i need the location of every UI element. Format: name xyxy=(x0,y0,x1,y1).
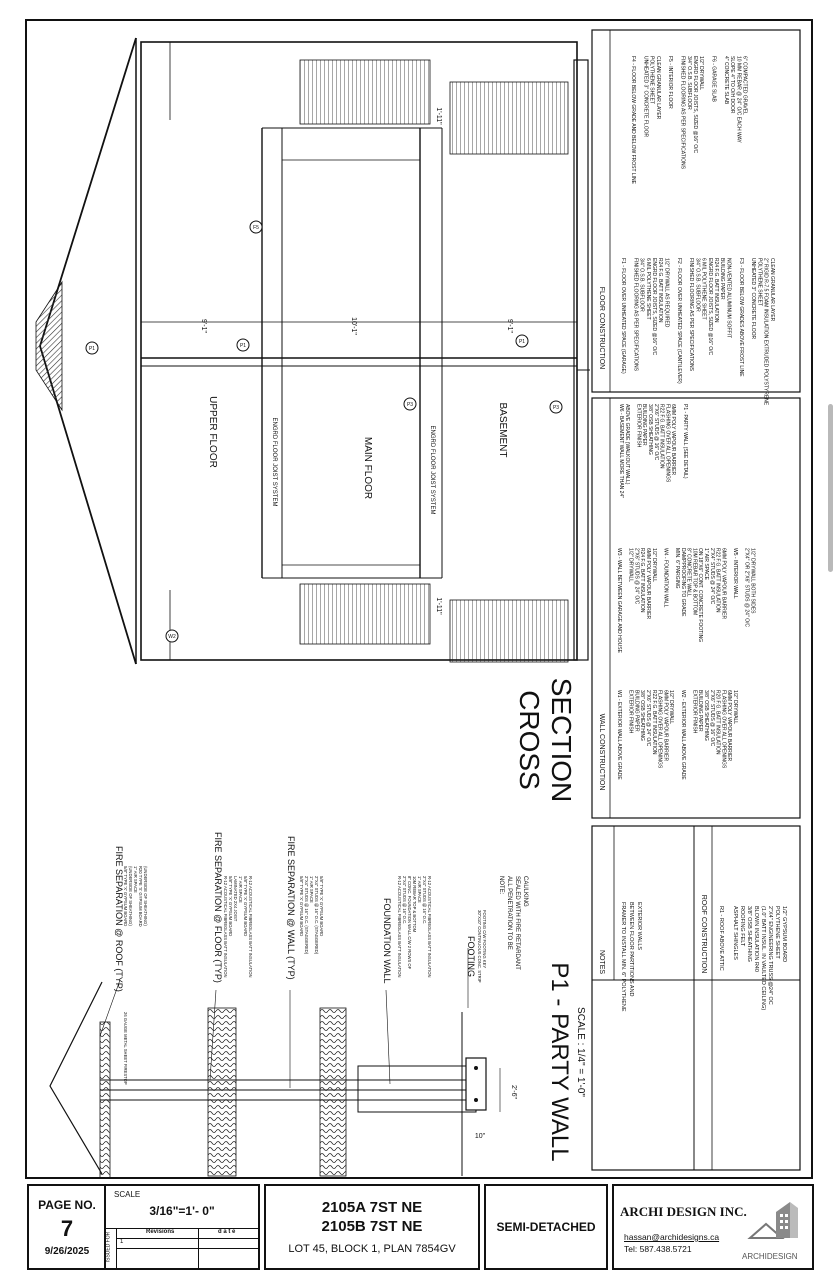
page-date: 9/26/2025 xyxy=(44,1245,90,1257)
spec-line: EXTERIOR FINISH xyxy=(627,690,634,734)
scale-value: 3/16"=1'- 0" xyxy=(149,1204,215,1218)
spec-line: 1" AIR SPACE xyxy=(703,548,709,580)
spec-line: 6MM POLY VAPOUR BARRIER xyxy=(726,690,733,762)
revision-number: 1 xyxy=(120,1239,124,1245)
spec-line: MIN. 6" PARGING xyxy=(674,548,680,589)
firm-email[interactable]: hassan@archidesigns.ca xyxy=(624,1232,720,1242)
tag-p3-base: P3 xyxy=(552,405,560,411)
archidesign-logo-text: ARCHIDESIGN xyxy=(742,1252,798,1261)
section-title-section: SECTION xyxy=(546,677,577,803)
tag-p3-main: P3 xyxy=(406,402,414,408)
spec-line: 6MM POLY VAPOUR BARRIER xyxy=(662,690,669,762)
scale-label: SCALE xyxy=(114,1190,141,1199)
spec-line: W3 - WALL BETWEEN GARAGE AND HOUSE xyxy=(616,548,622,653)
notes-title: NOTES xyxy=(598,949,605,975)
spec-line: 2"X4" STUDS @ 24" O/C xyxy=(708,548,715,605)
firm-phone: Tel: 587.438.5721 xyxy=(624,1244,692,1254)
roof-notes: 5/8" TYPE 'X' GYPSUM BOARD (UNDERSIDE OF SHEATHING) 1" AIR SPACE R20 TYPE 'X' GYPSUM BOARD (UNDERSIDE OF SHEATHING) xyxy=(123,866,148,927)
stair-base-bottom xyxy=(450,600,568,662)
wall-notes: 5/8" TYPE 'X' GYPSUM BOARD 2"X4" STUDS @ 16" O.C. (STAGGERED) 1" AIR SPACE 2"X4" STUDS @ 16" O.C. (STAGGERED) 5/8" TYPE 'X' GYPSUM BOARD xyxy=(299,876,324,955)
spec-line: 2"X6" STUDS @ 24" O/C xyxy=(633,548,640,605)
tag-w2: W2 xyxy=(168,634,176,640)
spec-line: 2"X4" OR 2"X6" STUDS @ 24" O/C xyxy=(743,548,750,627)
spec-line: 8" CONCRETE WALL xyxy=(685,548,692,597)
party-wall-scale: SCALE : 1/4" = 1'-0" xyxy=(575,1007,586,1097)
joist-label-main: ENGRD FLOOR JOIST SYSTEM xyxy=(429,425,435,515)
spec-line: 3/4" O.S.B. SUBFLOOR xyxy=(694,258,701,312)
spec-line: R22 F.G. BATT INSULATION xyxy=(650,690,657,755)
room-upper-floor: UPPER FLOOR xyxy=(207,396,218,468)
spec-line: EXTERIOR FINISH xyxy=(635,404,642,448)
roof-hatch xyxy=(36,282,62,410)
spec-line: 2"X6" STUDS @ 16" O/C xyxy=(708,690,715,747)
room-main-floor: MAIN FLOOR xyxy=(362,436,373,500)
spec-line: CLEAN GRANULAR LAYER xyxy=(654,56,661,120)
tag-f5: F5 xyxy=(253,225,259,231)
wall-construction-col1 xyxy=(616,690,738,780)
spec-line: 3/4" O.S.B. SUBFLOOR xyxy=(638,258,645,312)
dim-main-height: 10'-1" xyxy=(350,317,357,335)
spec-line: 10M REBAR TOP & BOTTOM xyxy=(691,548,698,616)
tag-p1-roof: P1 xyxy=(88,346,96,352)
label-fire-sep-floor: FIRE SEPARATION @ FLOOR (TYP) xyxy=(213,832,223,983)
spec-line: 3/8" OSB SHEATHING xyxy=(647,404,653,455)
spec-line: FLASHING OVER ALL OPENINGS xyxy=(720,690,727,769)
section-title-cross: CROSS xyxy=(514,690,545,790)
spec-line: FLASHING OVER ALL OPENINGS xyxy=(656,690,663,769)
dim-footing-depth: 10" xyxy=(474,1133,486,1140)
wall-construction-col3 xyxy=(618,404,688,498)
stair-base-top xyxy=(450,82,568,154)
house-type-box xyxy=(484,1184,608,1270)
spec-line: W2 - EXTERIOR WALL ABOVE GRADE xyxy=(679,690,686,780)
spec-line: 6 MIL POLYTHENE SHEET xyxy=(644,258,651,320)
spec-line: F6 - GARAGE SLAB xyxy=(710,56,717,102)
spec-line: P1 - PARTY WALL (SEE DETAIL) xyxy=(681,404,688,479)
spec-line: 1/2" DRYWALL xyxy=(627,548,634,583)
spec-line: ENGRD FLOOR JOISTS, SIZED @16" O/C xyxy=(692,56,698,154)
spec-line: R20 F.G. BATT INSULATION xyxy=(714,690,721,755)
spec-line: W1 - EXTERIOR WALL ABOVE GRADE xyxy=(616,690,622,780)
spec-line: FINISHED FLOORING AS PER SPECIFICATIONS xyxy=(632,258,639,371)
tag-p1-base: P1 xyxy=(518,339,526,345)
address-line-2: 2105B 7ST NE xyxy=(321,1218,423,1235)
spec-line: 6MM POLY VAPOUR BARRIER xyxy=(645,548,651,620)
label-footing: FOOTING xyxy=(466,936,476,977)
spec-line: ENGRD FLOOR JOISTS, SIZED @16" O/C xyxy=(706,258,713,356)
stair-upper-top xyxy=(300,60,430,124)
house-type: SEMI-DETACHED xyxy=(496,1220,596,1234)
spec-line: ENGRD FLOOR JOISTS, SIZED @16" O/C xyxy=(651,258,657,356)
spec-line: 1/2" DRYWALL AS REQUIRED xyxy=(663,258,670,328)
floor-construction-col2 xyxy=(630,56,748,185)
roof-construction-title: ROOF CONSTRUCTION xyxy=(700,894,707,974)
address-box xyxy=(264,1184,480,1270)
spec-line: F5 - INTERIOR FLOOR xyxy=(667,56,674,109)
party-wall-title: P1 - PARTY WALL xyxy=(546,962,573,1162)
spec-line: 6MM POLY VAPOUR BARRIER xyxy=(670,404,677,476)
page-number-box xyxy=(27,1184,107,1270)
tag-p1-upper: P1 xyxy=(239,343,247,349)
spec-line: 2"X6" STUDS @ 24" O/C xyxy=(645,690,651,747)
party-wall-detail xyxy=(50,832,586,1178)
firm-box xyxy=(612,1184,814,1270)
spec-line: POLYTHENE SHEET xyxy=(648,56,655,104)
room-basement: BASEMENT xyxy=(497,402,508,458)
spec-line: 1/2" DRYWALL xyxy=(668,690,675,725)
page-no-label: PAGE NO. xyxy=(38,1197,96,1212)
floor-construction-title: FLOOR CONSTRUCTION xyxy=(598,286,605,370)
party-wall-note: NOTE: ALL PENETRATION TO BE SEALED WITH FIRE RETARDANT CAULKING xyxy=(498,876,528,970)
spec-line: 6" COMPACTED GRAVEL xyxy=(741,56,748,115)
spec-line: R24 F.G. BATT INSULATION xyxy=(713,258,719,323)
label-foundation-wall: FOUNDATION WALL xyxy=(382,898,392,984)
spec-line: 3/8" OSB SHEATHING xyxy=(639,690,646,741)
spec-line: F2 - FLOOR OVER UNHEATED SPACE (CANTILEVER) xyxy=(675,258,682,384)
wall-construction-title: WALL CONSTRUCTION xyxy=(598,713,605,791)
spec-line: 4" CONCRETE SLAB xyxy=(723,56,729,105)
spec-line: BUILDING PAPER xyxy=(697,690,704,732)
spec-line: UNHEATED 3" CONCRETE FLOOR xyxy=(642,56,649,138)
spec-line: FLASHING OVER ALL OPENINGS xyxy=(664,404,671,483)
page-no-value: 7 xyxy=(60,1215,74,1241)
label-fire-sep-roof: FIRE SEPARATION @ ROOF (TYP) xyxy=(114,846,124,992)
dim-upper-height: 9'-1" xyxy=(200,319,207,333)
floor-construction-col1 xyxy=(620,258,775,406)
spec-line: 1/2" DRYWALL BOTH SIDES xyxy=(749,548,756,614)
foundation-notes: R-12 ACOUSTICAL FIBREGLASS BATT INSULATION 2"X4" STUDS @ 16" O.C. 8" CONC. FOUNDATION WALL C/W 2 ROWS OF 10M REBAR TOP & BOTTOM 1" AIR SPACE 2"X4" STUDS @ 16" O.C. R-12 ACOUSTICAL FIBREGLASS BATT INSULATION xyxy=(397,876,432,978)
spec-line: F4 - FLOOR BELOW GRADE AND BELOW FROST LINE xyxy=(630,56,636,184)
archidesign-logo-icon xyxy=(742,1198,812,1248)
metal-firestop-label: 26 GAUGE METAL SHEET FIRESTOP xyxy=(123,1012,128,1085)
spec-line: ON 18"X6" CONT. CONCRETE FOOTING xyxy=(697,548,704,643)
dim-footing-width: 2'-6" xyxy=(510,1085,517,1099)
spec-line: W4 - FOUNDATION WALL xyxy=(662,548,669,608)
spec-line: SLOPE 4" TO O/H DOOR xyxy=(729,56,736,114)
dim-basement-height: 9'-1" xyxy=(506,319,513,333)
cross-section xyxy=(36,38,590,664)
spec-line: 1/2" DRYWALL xyxy=(732,690,738,725)
issued-for-label: ISSUED FOR xyxy=(105,1231,112,1263)
firm-name: ARCHI DESIGN INC. xyxy=(620,1204,747,1219)
spec-line: R22 F.G. BATT INSULATION xyxy=(658,404,665,469)
spec-line: F3 - FLOOR BELOW GRADES ABOVE FROST LINE xyxy=(737,258,744,377)
spec-line: 1/2" DRYWALL xyxy=(698,56,705,91)
spec-line: UNHEATED 3" CONCRETE FLOOR xyxy=(750,258,757,340)
spec-line: CLEAN GRANULAR LAYER xyxy=(768,258,775,322)
date-column-label: d a t e xyxy=(218,1229,236,1235)
spec-line: W5 - INTERIOR WALL xyxy=(732,548,738,599)
spec-line: FINISHED FLOORING AS PER SPECIFICATIONS xyxy=(688,258,695,371)
spec-line: 3/8" OSB SHEATHING xyxy=(703,690,709,741)
spec-line: 3/4" O.S.B. SUBFLOOR xyxy=(685,56,692,110)
vertical-scrollbar[interactable] xyxy=(828,404,833,572)
dim-stair-top: 1'-11" xyxy=(435,107,442,125)
spec-line: W6 - BASEMENT WALL MORE THAN 24" xyxy=(618,404,624,499)
spec-line: EXTERIOR FINISH xyxy=(691,690,698,734)
address-line-1: 2105A 7ST NE xyxy=(321,1199,423,1216)
spec-line: FINISHED FLOORING AS PER SPECIFICATIONS xyxy=(679,56,686,169)
footing-notes: 30"X10" CONTINUOUS CONC. STRIP FOOTING C/W FOOTING KEY xyxy=(477,910,487,983)
spec-line: 6 MIL POLYTHENE SHEET xyxy=(700,258,707,320)
spec-line: R24 F.G. BATT INSULATION xyxy=(639,548,646,613)
spec-line: BUILDING PAPER xyxy=(633,690,640,732)
spec-line: R24 F.G. BATT INSULATION xyxy=(657,258,664,323)
revisions-label: Revisions xyxy=(146,1229,175,1235)
spec-line: F1 - FLOOR OVER UNHEATED SPACE (GARAGE) xyxy=(620,258,626,374)
scale-box xyxy=(104,1184,260,1270)
spec-line: 2" RIGID R-7.5 FOAM INSULATION EXTRUDED POLYSTYRENE xyxy=(762,258,769,406)
spec-line: DAMPPROOFING TO GRADE xyxy=(679,548,686,617)
spec-line: NON-VENTED ALUMINUM SOFFIT xyxy=(725,258,732,339)
wall-construction-col2 xyxy=(616,548,755,654)
roof-construction-lines: R1 - ROOF ABOVE ATTIC ASPHALT SHINGLES ROOFING FELT 3/8" OSB SHEATHING BLOWN INSULATION R40 (1.0" BATT INSUL. IN VAULTED CEILING) 2"X4" ENGINEERING TRUSS @24" OC POLYTHENE SHEET 1/2" GYPSUM BOARD xyxy=(718,906,787,1011)
spec-line: BUILDING PAPER xyxy=(719,258,726,300)
spec-line: 1/2" DRYWALL xyxy=(650,548,657,583)
notes-lines: FRAMER TO INSTALL MIN. 6" POLYTHENE BETWEEN FLOOR PARTITIONS AND EXTERIOR WALLS xyxy=(620,902,642,1012)
spec-line: R22 F.G. BATT INSULATION xyxy=(714,548,721,613)
dim-stair-bottom: 1'-11" xyxy=(435,597,442,615)
label-fire-sep-wall: FIRE SEPARATION @ WALL (TYP) xyxy=(286,836,296,980)
spec-line: BUILDING PAPER xyxy=(641,404,648,446)
joist-label-upper: ENGRD FLOOR JOIST SYSTEM xyxy=(271,417,277,507)
spec-line: 6MM POLY VAPOUR BARRIER xyxy=(720,548,727,620)
legal-description: LOT 45, BLOCK 1, PLAN 7854GV xyxy=(288,1243,456,1255)
floor-notes: R-12 ACOUSTICAL FIBREGLASS BATT INSULATION 5/8" TYPE 'X' GYPSUM BOARD LAMINATED 2X4 JOIST 1" AIR SPACE 5/8" TYPE 'X' GYPSUM BOARD R-12 ACOUSTICAL FIBREGLASS BATT INSULATION xyxy=(223,876,253,978)
spec-line: POLYTHENE SHEET xyxy=(756,258,763,306)
spec-line: ABOVE GRADE (WALKOUT WALL) xyxy=(623,404,630,485)
spec-line: 2"X6" STUDS @ 16" O/C xyxy=(652,404,659,461)
stair-upper-bottom xyxy=(300,584,430,644)
spec-line: 10 MM REBAR @ 24" O/C EACH WAY xyxy=(735,56,742,143)
